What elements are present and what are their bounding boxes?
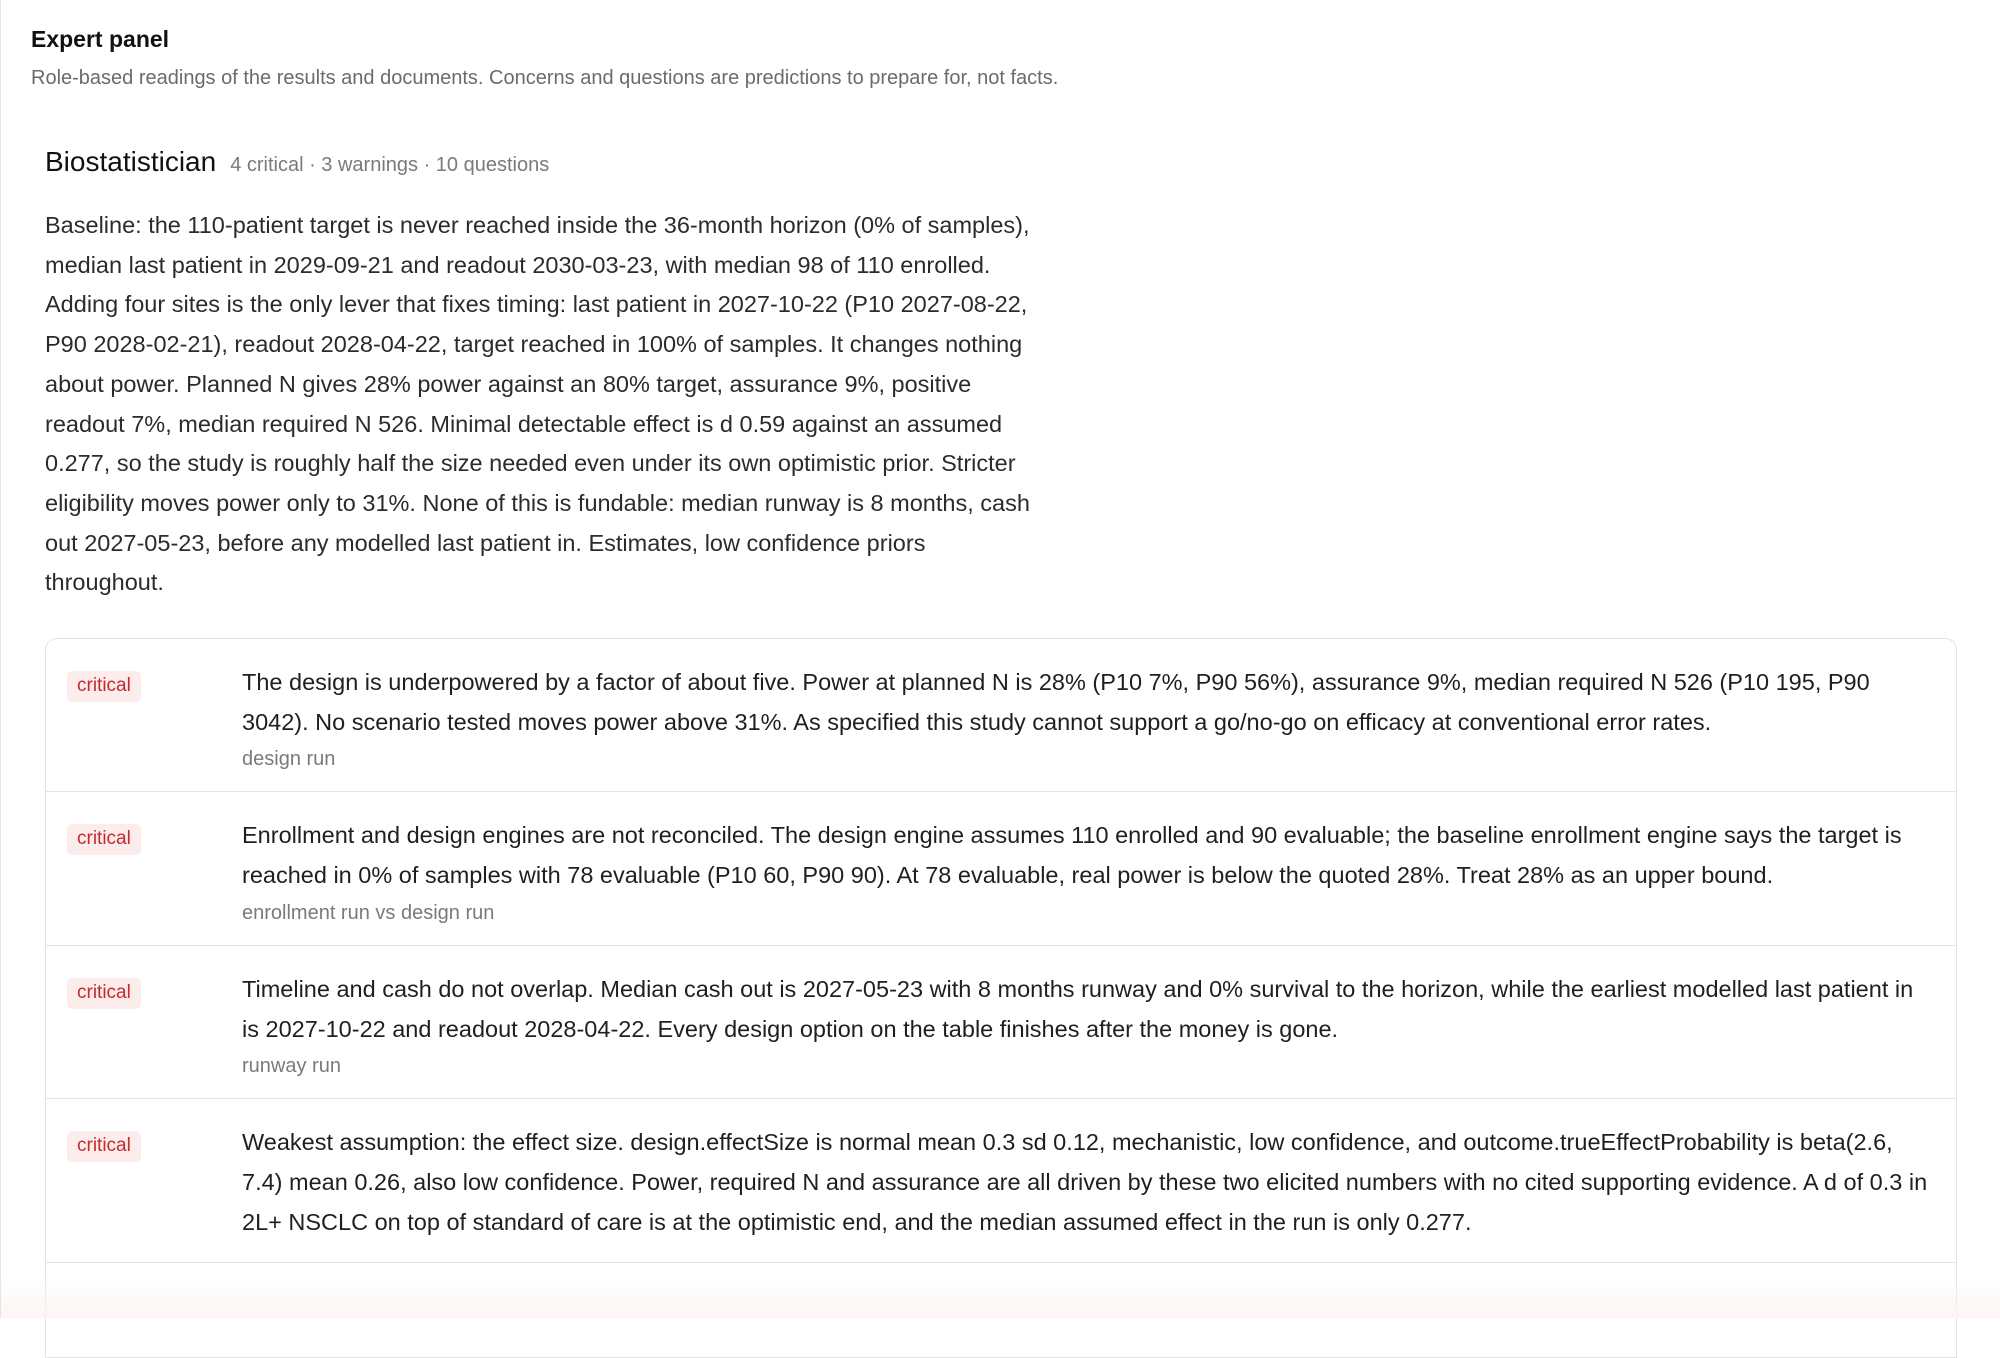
finding-item: [46, 946, 1956, 1099]
severity-badge: critical: [67, 1131, 141, 1162]
panel-subtitle: Role-based readings of the results and documents. Concerns and questions are predictions to prepare for, not facts.: [31, 67, 1059, 89]
finding-source: design run: [242, 748, 336, 771]
role-header: [45, 146, 549, 178]
finding-item: [46, 639, 1956, 792]
finding-item: [46, 1099, 1956, 1263]
finding-text: Timeline and cash do not overlap. Median cash out is 2027-05-23 with 8 months runway and 0% survival to the horizon, while the earliest modelled last patient in is 2027-10-22 and readout 2028-04-22. Every design option on the table finishes after the money is gone.: [242, 975, 1914, 1042]
finding-text: The design is underpowered by a factor of about five. Power at planned N is 28% (P10 7%, P90 56%), assurance 9%, median required N 526 (P10 195, P90 3042). No scenario tested moves power above 31%. As specified this study cannot support a go/no-go on efficacy at conventional error rates.: [242, 669, 1870, 735]
findings-list: [45, 638, 1957, 1358]
finding-item: [46, 792, 1956, 945]
role-counts: 4 critical · 3 warnings · 10 questions: [230, 154, 550, 176]
finding-source: runway run: [242, 1055, 341, 1078]
finding-text: Enrollment and design engines are not reconciled. The design engine assumes 110 enrolled and 90 evaluable; the baseline enrollment engine says the target is reached in 0% of samples with 78 evaluable (P10 60, P90 90). At 78 evaluable, real power is below the quoted 28%. Treat 28% as an upper bound.: [242, 822, 1902, 889]
severity-badge: critical: [67, 978, 141, 1009]
role-name: Biostatistician: [45, 146, 217, 177]
finding-source: enrollment run vs design run: [242, 901, 495, 924]
finding-text: Weakest assumption: the effect size. design.effectSize is normal mean 0.3 sd 0.12, mechanistic, low confidence, and outcome.trueEffectProbability is beta(2.6, 7.4) mean 0.26, also low confidence. Power, required N and assurance are all driven by these two elicited numbers with no cited supporting evidence. A d of 0.3 in 2L+ NSCLC on top of standard of care is at the optimistic end, and the median assumed effect in the run is only 0.277.: [242, 1129, 1928, 1235]
severity-badge: critical: [67, 671, 141, 702]
role-summary: Baseline: the 110-patient target is never reached inside the 36-month horizon (0% of samples), median last patient in 2029-09-21 and readout 2030-03-23, with median 98 of 110 enrolled. Adding four sites is the only lever that fixes timing: last patient in 2027-10-22 (P10 2027-08-22, P90 2028-02-21), readout 2028-04-22, target reached in 100% of samples. It changes nothing about power. Planned N gives 28% power against an 80% target, assurance 9%, positive readout 7%, median required N 526. Minimal detectable effect is d 0.59 against an assumed 0.277, so the study is roughly half the size needed even under its own optimistic prior. Stricter eligibility moves power only to 31%. None of this is fundable: median runway is 8 months, cash out 2027-05-23, before any modelled last patient in. Estimates, low confidence priors throughout.: [45, 212, 1030, 596]
panel-title: Expert panel: [31, 26, 170, 52]
severity-badge: critical: [67, 824, 141, 855]
